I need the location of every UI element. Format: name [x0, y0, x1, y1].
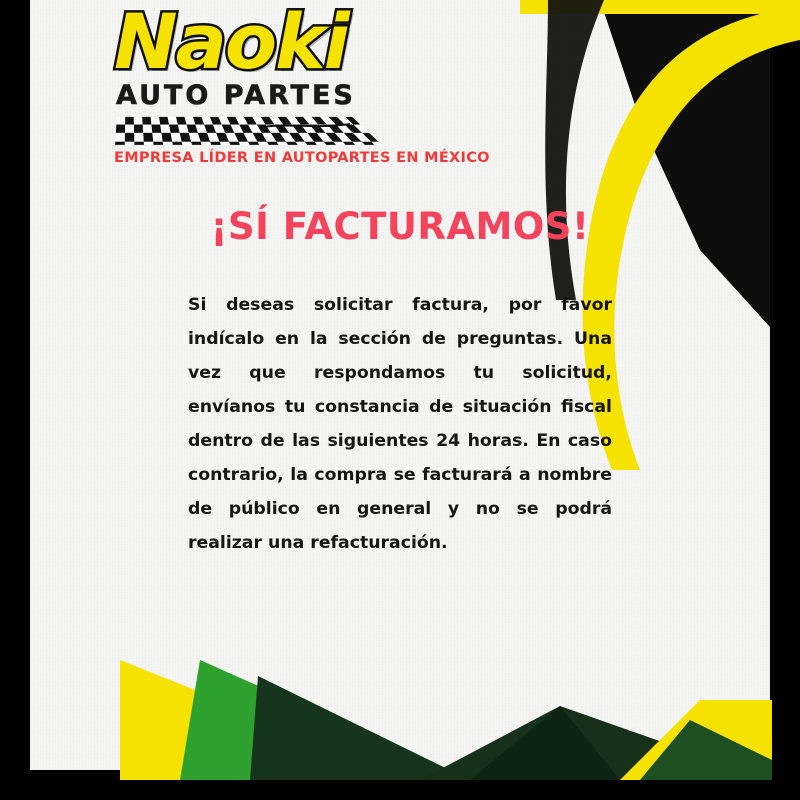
- right-black-strip: [770, 0, 800, 800]
- left-black-strip: [0, 0, 30, 800]
- page-title: ¡SÍ FACTURAMOS!: [210, 205, 590, 248]
- checkered-flag-tail-icon: [262, 122, 352, 130]
- bottom-dark-green-triangle: [250, 676, 470, 780]
- brand-tagline: EMPRESA LÍDER EN AUTOPARTES EN MÉXICO: [114, 150, 490, 166]
- body-paragraph: Si deseas solicitar factura, por favor indícalo en la sección de preguntas. Una vez que respondamos tu solicitud, envíanos tu constancia de situación fiscal dentro de las siguientes 24 horas. En caso contrario, la compra se facturará a nombre de público en general y no se podrá realizar una refacturación.: [188, 295, 612, 553]
- brand-subtitle: AUTO PARTES: [116, 80, 356, 112]
- brand-name: Naoki: [114, 0, 348, 86]
